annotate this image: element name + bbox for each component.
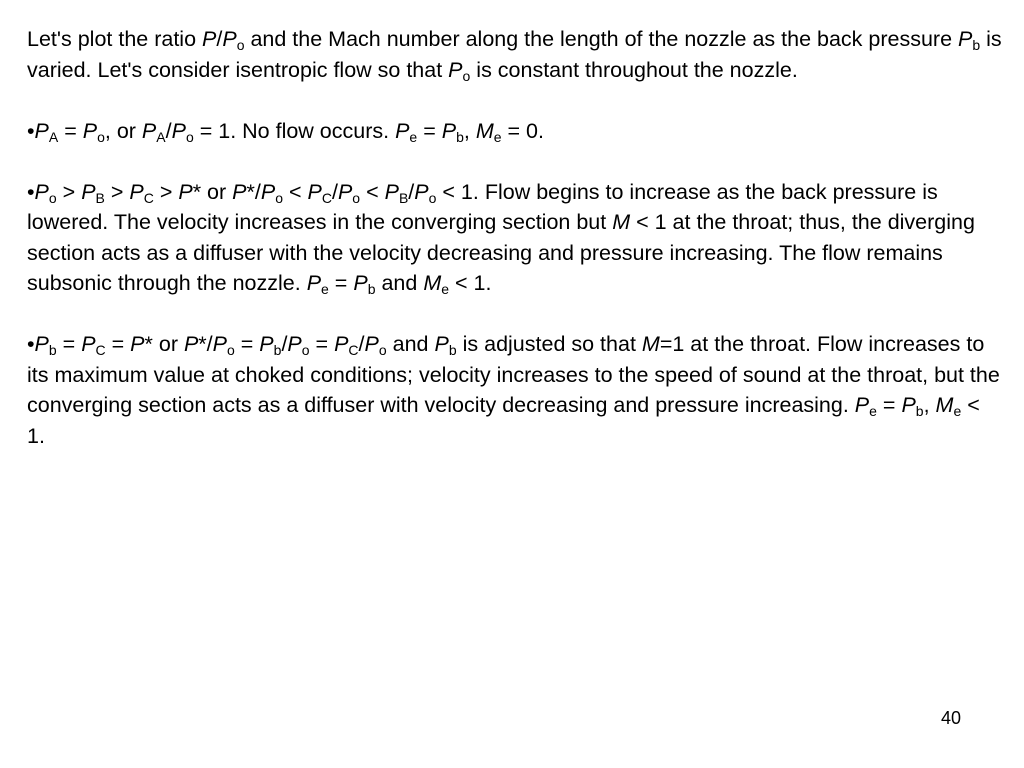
variable: P (384, 179, 399, 204)
subscript: o (236, 37, 245, 53)
page-number: 40 (941, 708, 962, 728)
variable: P (901, 393, 916, 417)
subscript: e (493, 128, 502, 145)
variable: P (364, 332, 379, 356)
text-run: * or (192, 179, 233, 204)
text-run: = (105, 332, 131, 356)
subscript: A (48, 128, 59, 145)
variable: M (935, 393, 954, 417)
text-run: and (375, 271, 424, 295)
text-run: • (27, 179, 35, 204)
subscript: e (953, 403, 962, 419)
variable: M (475, 118, 494, 143)
text-run: < 1. Flow begins to increase as the back pressure is lowered. The velocity increases in the converging section but (27, 179, 938, 234)
subscript: B (398, 189, 409, 206)
text-run: < 1. (449, 271, 492, 295)
variable: M (641, 332, 660, 356)
text-run: = 0. (501, 118, 544, 143)
paragraph-intro (27, 24, 1002, 85)
text-run: =1 at the throat. Flow increases to its maximum value at choked conditions; velocity increases to the speed of sound at the throat, but the converging section acts as a diffuser with velocity decreasing and pressure increasing. (27, 332, 1000, 417)
subscript: o (462, 67, 471, 84)
text-run: */ (246, 179, 261, 204)
text-run: is varied. Let's consider isentropic flow so that (27, 27, 1002, 82)
subscript: B (95, 189, 105, 206)
text-run: / (358, 332, 365, 356)
variable: P (183, 332, 199, 356)
text-run: and (386, 332, 435, 356)
variable: P (306, 271, 322, 295)
text-run: , (463, 118, 476, 143)
subscript: o (185, 128, 194, 145)
variable: P (958, 27, 973, 51)
variable: P (395, 118, 410, 143)
variable: P (260, 179, 276, 204)
text-run: , (923, 393, 936, 417)
variable: P (34, 179, 49, 204)
subscript: o (48, 189, 57, 206)
variable: M (612, 210, 631, 234)
bullet-case-b (27, 177, 1002, 299)
variable: P (82, 118, 98, 143)
text-run: * or (144, 332, 184, 356)
text-run: / (165, 118, 172, 143)
variable: P (353, 271, 368, 295)
text-run: < 1. (27, 393, 980, 448)
bullet-case-c (27, 329, 1002, 451)
text-run: < (282, 179, 308, 204)
text-run: • (27, 332, 35, 356)
slide-body (27, 24, 1002, 451)
variable: P (141, 118, 157, 143)
text-run: > (104, 179, 130, 204)
variable: P (854, 393, 870, 417)
variable: P (441, 118, 457, 143)
text-run: • (27, 118, 35, 143)
variable: P (307, 179, 322, 204)
variable: P (129, 179, 144, 204)
text-run: is adjusted so that (456, 332, 642, 356)
subscript: o (275, 189, 283, 206)
text-run: < 1 at the throat; thus, the diverging section acts as a diffuser with the velocity decreasing and pressure increasing. The flow remains subsonic through the nozzle. (27, 210, 975, 295)
text-run: < (360, 179, 385, 204)
subscript: C (321, 189, 332, 206)
text-run: , or (104, 118, 142, 143)
subscript: e (869, 403, 877, 419)
variable: P (171, 118, 186, 143)
text-run: */ (198, 332, 213, 356)
bullet-case-a (27, 116, 1002, 147)
subscript: C (143, 189, 154, 206)
variable: P (334, 332, 349, 356)
text-run: > (56, 179, 82, 204)
subscript: C (348, 342, 359, 358)
variable: P (178, 179, 193, 204)
text-run: Let's plot the ratio (27, 27, 203, 51)
subscript: b (456, 128, 464, 145)
variable: P (81, 179, 96, 204)
text-run: is constant throughout the nozzle. (470, 57, 798, 82)
text-run: / (408, 179, 415, 204)
variable: P (202, 27, 217, 51)
text-run: = (876, 393, 902, 417)
variable: P (212, 332, 227, 356)
subscript: b (915, 403, 924, 419)
subscript: b (273, 342, 282, 358)
variable: P (81, 332, 96, 356)
subscript: e (321, 281, 329, 297)
subscript: b (972, 37, 981, 53)
text-run: > (153, 179, 179, 204)
subscript: e (441, 281, 450, 297)
variable: P (34, 332, 49, 356)
subscript: o (352, 189, 361, 206)
text-run: / (216, 27, 223, 51)
variable: P (232, 179, 247, 204)
text-run: = (309, 332, 335, 356)
variable: P (222, 27, 237, 51)
subscript: o (97, 128, 105, 145)
subscript: o (226, 342, 235, 358)
subscript: o (428, 189, 437, 206)
text-run: = 1. No flow occurs. (193, 118, 396, 143)
variable: P (414, 179, 429, 204)
variable: M (423, 271, 442, 295)
text-run: / (281, 332, 288, 356)
subscript: e (409, 128, 418, 145)
text-run: = (328, 271, 354, 295)
variable: P (287, 332, 302, 356)
subscript: o (301, 342, 310, 358)
variable: P (130, 332, 145, 356)
subscript: A (156, 128, 166, 145)
text-run: = (56, 332, 82, 356)
subscript: b (367, 281, 376, 297)
variable: P (337, 179, 353, 204)
variable: P (448, 57, 463, 82)
text-run: / (331, 179, 338, 204)
subscript: b (48, 342, 57, 358)
text-run: = (58, 118, 83, 143)
subscript: C (95, 342, 106, 358)
text-run: = (417, 118, 442, 143)
variable: P (434, 332, 449, 356)
subscript: o (378, 342, 387, 358)
text-run: = (234, 332, 260, 356)
variable: P (34, 118, 49, 143)
variable: P (259, 332, 274, 356)
subscript: b (448, 342, 457, 358)
text-run: and the Mach number along the length of the nozzle as the back pressure (244, 27, 959, 51)
